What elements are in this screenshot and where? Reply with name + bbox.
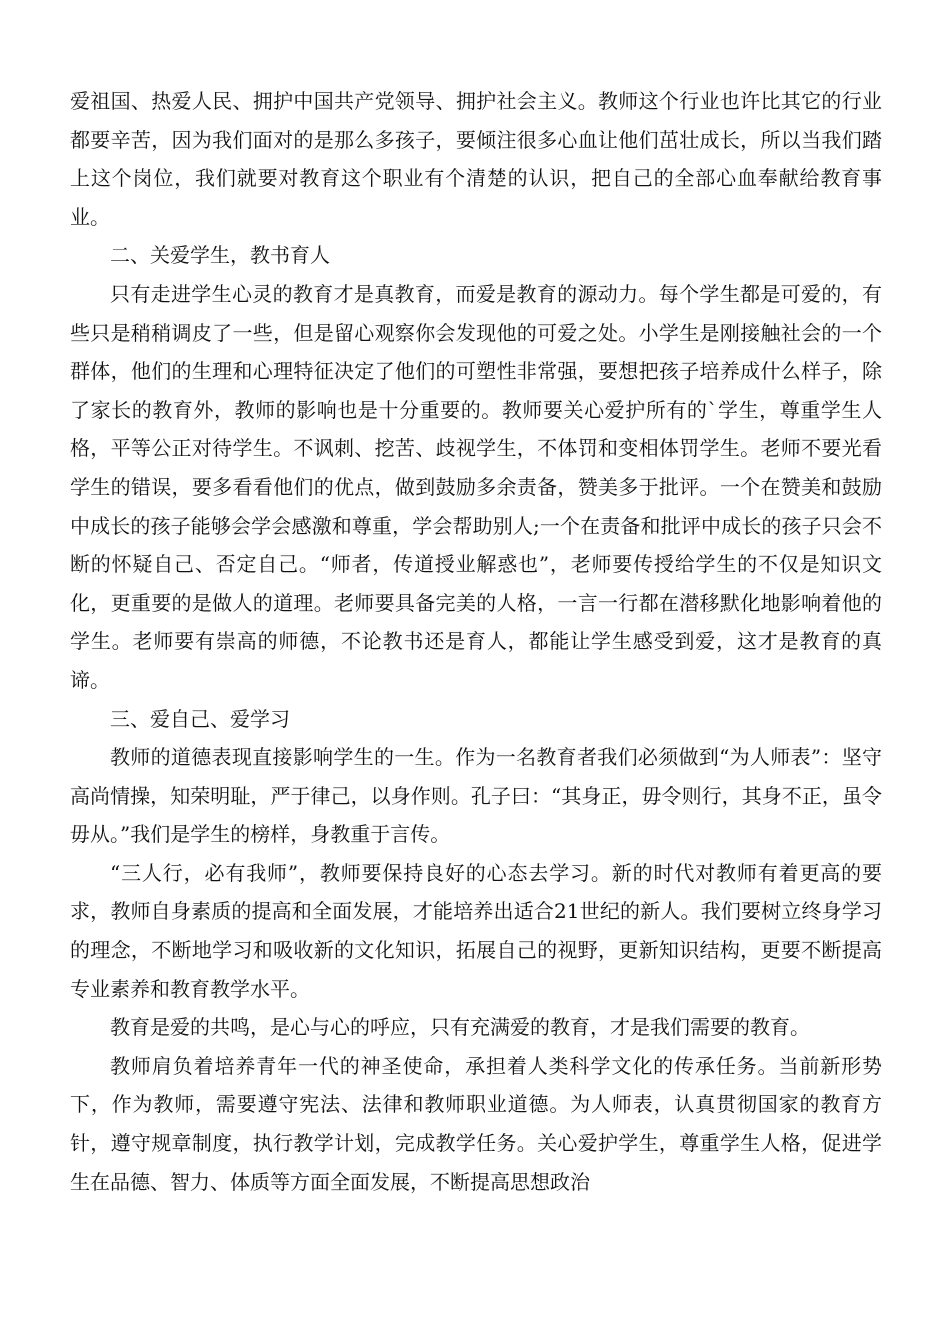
paragraph-lifelong-learning: “三人行，必有我师”，教师要保持良好的心态去学习。新的时代对教师有着更高的要求，教师自身素质的提高和全面发展，才能培养出适合21世纪的新人。我们要树立终身学习的理念，不断地学习和吸收新的文化知识，拓展自己的视野，更新知识结构，更要不断提高专业素养和教育教学水平。 (70, 860, 882, 1001)
paragraph-education-love: 教育是爱的共鸣，是心与心的呼应，只有充满爱的教育，才是我们需要的教育。 (110, 1015, 810, 1040)
paragraph-care-students: 只有走进学生心灵的教育才是真教育，而爱是教育的源动力。每个学生都是可爱的，有些只是稍稍调皮了一些，但是留心观察你会发现他的可爱之处。小学生是刚接触社会的一个群体，他们的生理和心理特征决定了他们的可塑性非常强，要想把孩子培养成什么样子，除了家长的教育外，教师的影响也是十分重要的。教师要关心爱护所有的`学生，尊重学生人格，平等公正对待学生。不讽刺、挖苦、歧视学生，不体罚和变相体罚学生。老师不要光看学生的错误，要多看看他们的优点，做到鼓励多余责备，赞美多于批评。一个在赞美和鼓励中成长的孩子能够会学会感激和尊重，学会帮助别人;一个在责备和批评中成长的孩子只会不断的怀疑自己、否定自己。“师者，传道授业解惑也”，老师要传授给学生的不仅是知识文化，更重要的是做人的道理。老师要具备完美的人格，一言一行都在潜移默化地影响着他的学生。老师要有崇高的师德，不论教书还是育人，都能让学生感受到爱，这才是教育的真谛。 (70, 281, 882, 692)
paragraph-teacher-morality: 教师的道德表现直接影响学生的一生。作为一名教育者我们必须做到“为人师表”：坚守高尚情操，知荣明耻，严于律己，以身作则。孔子曰：“其身正，毋令则行，其身不正，虽令毋从。”我们是学生的榜样，身教重于言传。 (70, 745, 882, 847)
document-body (70, 82, 882, 1201)
paragraph-teacher-mission: 教师肩负着培养青年一代的神圣使命，承担着人类科学文化的传承任务。当前新形势下，作为教师，需要遵守宪法、法律和教师职业道德。为人师表，认真贯彻国家的教育方针，遵守规章制度，执行教学计划，完成教学任务。关心爱护学生，尊重学生人格，促进学生在品德、智力、体质等方面全面发展，不断提高思想政治 (70, 1053, 882, 1194)
section-heading-3: 三、爱自己、爱学习 (110, 706, 290, 731)
paragraph-continued: 爱祖国、热爱人民、拥护中国共产党领导、拥护社会主义。教师这个行业也许比其它的行业都要辛苦，因为我们面对的是那么多孩子，要倾注很多心血让他们茁壮成长，所以当我们踏上这个岗位，我们就要对教育这个职业有个清楚的认识，把自己的全部心血奉献给教育事业。 (70, 89, 882, 229)
section-heading-2: 二、关爱学生，教书育人 (110, 243, 330, 268)
